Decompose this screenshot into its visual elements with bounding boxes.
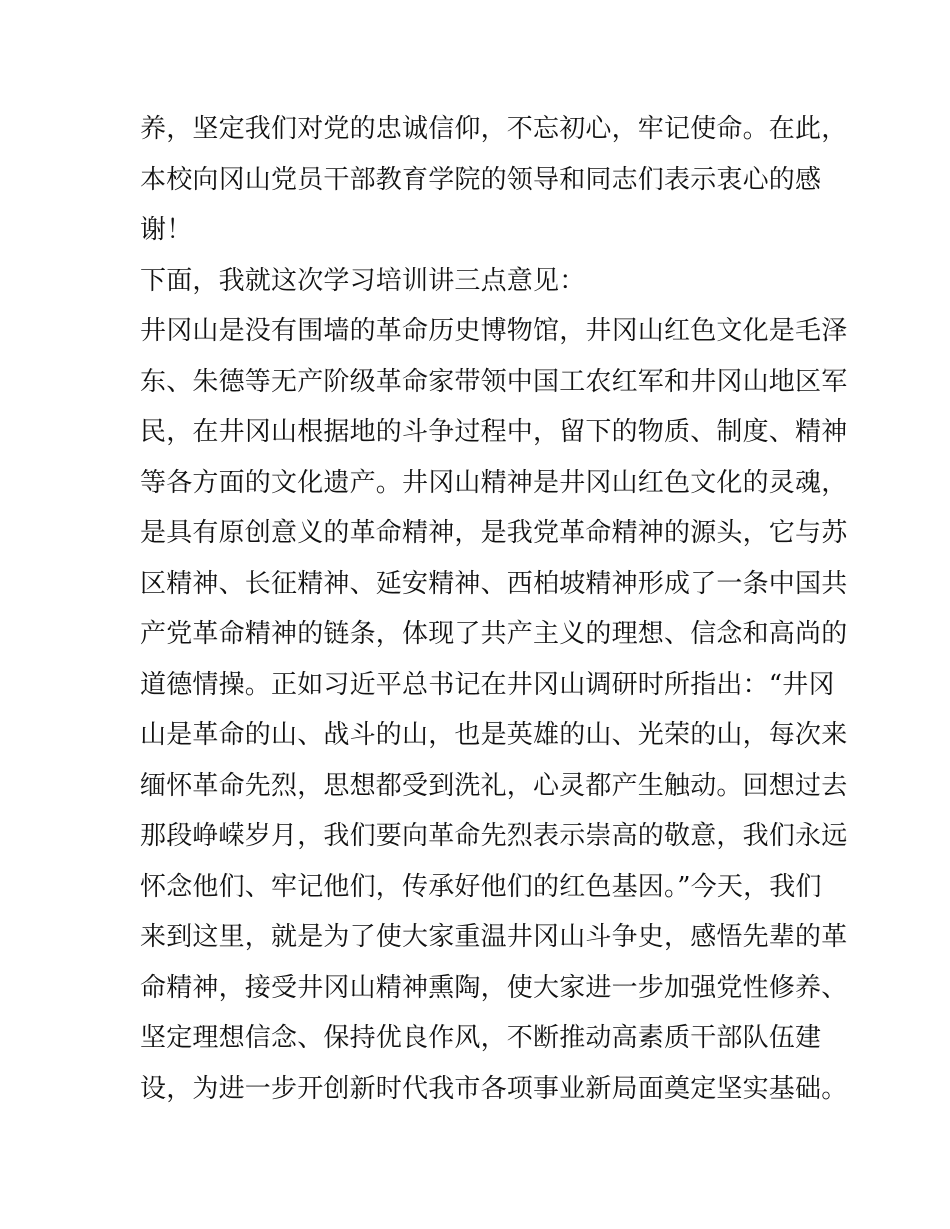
text-line: 坚定理想信念、保持优良作风，不断推动高素质干部队伍建 [140, 1023, 822, 1053]
text-line: 养，坚定我们对党的忠诚信仰，不忘初心，牢记使命。在此， [140, 114, 848, 144]
text-line: 东、朱德等无产阶级革命家带领中国工农红军和井冈山地区军 [140, 366, 848, 397]
text-line: 谢！ [140, 215, 193, 245]
text-line: 本校向冈山党员干部教育学院的领导和同志们表示衷心的感 [140, 164, 822, 195]
text-line: 那段峥嵘岁月，我们要向革命先烈表示崇高的敬意，我们永远 [140, 821, 848, 851]
text-line: 设，为进一步开创新时代我市各项事业新局面奠定坚实基础。 [140, 1073, 848, 1104]
text-line: 山是革命的山、战斗的山，也是英雄的山、光荣的山，每次来 [140, 720, 848, 750]
text-line: 区精神、长征精神、延安精神、西柏坡精神形成了一条中国共 [140, 568, 848, 599]
document-body [140, 104, 848, 1114]
text-line: 下面，我就这次学习培训讲三点意见： [140, 265, 586, 296]
text-line: 产党革命精神的链条，体现了共产主义的理想、信念和高尚的 [140, 619, 848, 649]
text-line: 来到这里，就是为了使大家重温井冈山斗争史，感悟先辈的革 [140, 922, 848, 952]
text-line: 怀念他们、牢记他们，传承好他们的红色基因。”今天，我们 [140, 871, 822, 902]
text-line: 井冈山是没有围墙的革命历史博物馆，井冈山红色文化是毛泽 [140, 316, 848, 346]
text-line: 道德情操。正如习近平总书记在井冈山调研时所指出：“井冈 [140, 669, 835, 700]
text-line: 缅怀革命先烈，思想都受到洗礼，心灵都产生触动。回想过去 [140, 770, 848, 801]
text-line: 民，在井冈山根据地的斗争过程中，留下的物质、制度、精神 [140, 417, 848, 447]
text-line: 命精神，接受井冈山精神熏陶，使大家进一步加强党性修养、 [140, 972, 848, 1003]
text-line: 等各方面的文化遗产。井冈山精神是井冈山红色文化的灵魂， [140, 467, 848, 498]
text-line: 是具有原创意义的革命精神，是我党革命精神的源头，它与苏 [140, 518, 848, 548]
